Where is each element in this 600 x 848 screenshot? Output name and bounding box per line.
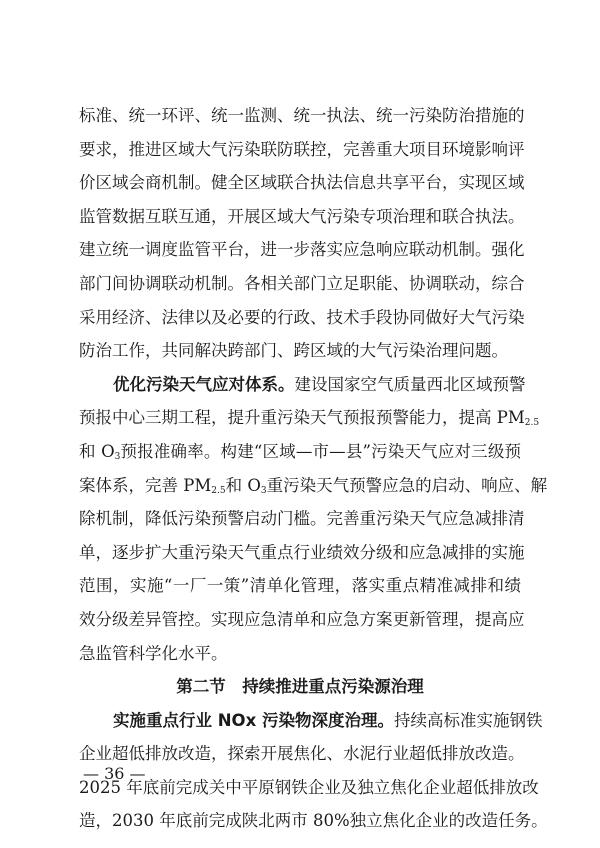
paragraph-line: 除机制，降低污染预警启动门槛。完善重污染天气应急减排清 [79,509,525,529]
paragraph-line: 价区域会商机制。健全区域联合执法信息共享平台，实现区域 [79,173,525,193]
line-text: 预报准确率。构建“区域—市—县”污染天气应对三级预 [120,441,521,461]
paragraph-line: 采用经济、法律以及必要的行政、技术手段协同做好大气污染 [79,307,525,327]
paragraph-line [79,435,521,469]
page-number: — 36 — [83,764,146,783]
paragraph-line: 范围，实施“一厂一策”清单化管理，落实重点精准减排和绩 [79,576,521,596]
paragraph-line: 监管数据互联互通，开展区域大气污染专项治理和联合执法。 [79,206,525,226]
paragraph-lead: 实施重点行业 NOx 污染物深度治理。 [113,710,394,730]
paragraph-line [79,368,526,402]
body-text [79,99,548,838]
subscript: 3 [114,451,121,462]
paragraph-line: 效分级差异管控。实现应急清单和应急方案更新管理，提高应 [79,609,525,629]
paragraph-line: 急监管科学化水平。 [79,643,228,663]
paragraph-line [79,704,543,738]
paragraph-line: 造，2030 年底前完成陕北两市 80%独立焦化企业的改造任务。 [79,811,548,831]
paragraph-line [79,401,540,435]
line-text: 持续高标准实施钢铁 [393,710,543,730]
line-text: 案体系，完善 PM [79,475,212,495]
line-text: 重污染天气预警应急的启动、响应、解 [266,475,548,495]
paragraph-line: 2025 年底前完成关中平原钢铁企业及独立焦化企业超低排放改 [79,777,539,797]
paragraph-line: 标准、统一环评、统一监测、统一执法、统一污染防治措施的 [79,106,525,125]
line-text: 建设国家空气质量西北区域预警 [294,374,526,394]
paragraph-line: 企业超低排放改造，探索开展焦化、水泥行业超低排放改造。 [79,744,525,764]
paragraph-line: 要求，推进区域大气污染联防联控，完善重大项目环境影响评 [79,139,525,159]
line-text: 和 O [79,441,115,461]
line-text: 和 O [225,475,261,495]
subscript: 2.5 [211,485,226,496]
paragraph-line: 单，逐步扩大重污染天气重点行业绩效分级和应急减排的实施 [79,542,525,562]
paragraph-line: 建立统一调度监管平台，进一步落实应急响应联动机制。强化 [79,240,525,260]
paragraph-line: 部门间协调联动机制。各相关部门立足职能、协调联动，综合 [79,273,525,293]
paragraph-lead: 优化污染天气应对体系。 [113,374,295,394]
paragraph-line [79,469,548,503]
line-text: 预报中心三期工程，提升重污染天气预报预警能力，提高 PM [79,408,525,428]
subscript: 3 [260,485,267,496]
section-heading: 第二节 持续推进重点污染源治理 [176,677,424,697]
subscript: 2.5 [524,418,540,429]
paragraph-line: 防治工作，共同解决跨部门、跨区域的大气污染治理问题。 [79,341,508,361]
